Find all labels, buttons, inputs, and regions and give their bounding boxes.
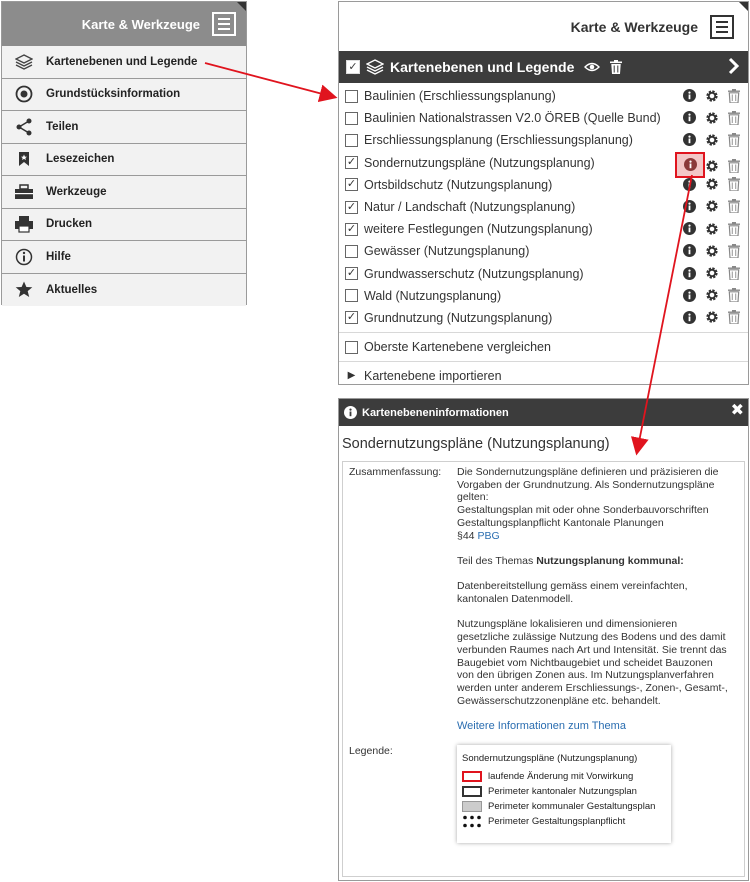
layer-info-content xyxy=(342,461,745,877)
layer-checkbox[interactable]: ✓ xyxy=(346,200,357,213)
printer-icon xyxy=(2,215,46,233)
menu-item-label: Kartenebenen und Legende xyxy=(46,55,198,68)
layer-info-panel xyxy=(338,398,749,881)
trash-icon[interactable] xyxy=(725,265,742,282)
layer-row xyxy=(339,263,748,285)
layer-label: Ortsbildschutz (Nutzungsplanung) xyxy=(364,177,553,192)
legend-entry xyxy=(462,799,666,814)
info-icon xyxy=(344,406,357,419)
red-outline-swatch xyxy=(462,771,482,782)
gear-icon[interactable] xyxy=(703,265,720,282)
layer-row xyxy=(339,307,748,329)
layer-checkbox[interactable] xyxy=(345,245,358,258)
menu-item-share[interactable] xyxy=(2,111,246,144)
left-menu-title: Karte & Werkzeuge xyxy=(81,16,200,32)
layers-panel xyxy=(338,1,749,385)
layer-actions xyxy=(681,242,742,259)
menu-item-label: Hilfe xyxy=(46,250,71,263)
layer-actions xyxy=(681,220,742,237)
paragraph-line: §44 PBG xyxy=(457,529,500,542)
dotted-swatch xyxy=(462,815,482,828)
layer-actions xyxy=(681,109,742,126)
menu-item-layers[interactable] xyxy=(2,46,246,79)
layer-label: Sondernutzungspläne (Nutzungsplanung) xyxy=(364,155,595,170)
info-icon[interactable] xyxy=(681,242,698,259)
summary-line: Gestaltungsplanpflicht Kantonale Planungen xyxy=(457,516,664,529)
layer-list xyxy=(339,83,748,329)
summary-line: Vorgaben der Grundnutzung. Als Sondernutzungspläne xyxy=(457,478,715,491)
menu-toggle-button[interactable] xyxy=(212,12,236,36)
layer-row xyxy=(339,218,748,240)
gear-icon[interactable] xyxy=(703,87,720,104)
layer-checkbox[interactable]: ✓ xyxy=(346,178,357,191)
compare-layer-row[interactable] xyxy=(339,333,748,361)
menu-item-news[interactable] xyxy=(2,274,246,307)
menu-item-bookmarks[interactable] xyxy=(2,144,246,177)
body-line: Baugebiet vom Nichtbaugebiet und scheidet Bauzonen xyxy=(457,656,713,669)
trash-icon[interactable] xyxy=(725,87,742,104)
body-line: Nutzungspläne lokalisieren und dimensionieren xyxy=(457,618,678,631)
layer-checkbox[interactable]: ✓ xyxy=(346,267,357,280)
layer-row xyxy=(339,240,748,262)
import-layer-row[interactable] xyxy=(339,361,748,389)
layer-actions xyxy=(681,265,742,282)
layer-label: Grundwasserschutz (Nutzungsplanung) xyxy=(364,266,584,281)
menu-item-label: Aktuelles xyxy=(46,283,98,296)
layer-actions xyxy=(681,176,742,193)
left-menu-header xyxy=(2,2,246,46)
layer-actions xyxy=(681,131,742,148)
bookmark-icon xyxy=(2,151,46,167)
legend-entry xyxy=(462,784,666,799)
layer-checkbox[interactable] xyxy=(345,134,358,147)
theme-name: Nutzungsplanung kommunal: xyxy=(536,554,684,567)
layer-info-title: Sondernutzungspläne (Nutzungsplanung) xyxy=(342,436,610,452)
data-line: kantonalen Datenmodell. xyxy=(457,593,574,605)
theme-line: Teil des Themas Nutzungsplanung kommunal: xyxy=(457,554,684,567)
layer-label: Erschliessungsplanung (Erschliessungsplanung) xyxy=(364,133,633,148)
summary-line: gelten: xyxy=(457,491,489,504)
legend-entry-label: Perimeter kommunaler Gestaltungsplan xyxy=(488,801,656,812)
left-menu xyxy=(1,1,247,305)
gear-icon[interactable] xyxy=(703,131,720,148)
close-icon[interactable]: ✖ xyxy=(730,402,744,419)
info-icon[interactable] xyxy=(681,176,698,193)
trash-icon[interactable] xyxy=(725,176,742,193)
info-icon[interactable] xyxy=(681,287,698,304)
legend-entry xyxy=(462,769,666,784)
legend-label: Legende: xyxy=(349,745,393,757)
legend-entry-label: Perimeter kantonaler Nutzungsplan xyxy=(488,786,637,797)
layers-icon xyxy=(366,59,384,75)
layer-row xyxy=(339,152,748,174)
toolbox-icon xyxy=(2,184,46,200)
body-line: verbunden Raumes nach Art und Intensität. Sie trennt das xyxy=(457,643,727,656)
panel-title: Karte & Werkzeuge xyxy=(570,18,698,35)
layer-checkbox[interactable]: ✓ xyxy=(346,222,357,235)
gear-icon[interactable] xyxy=(703,220,720,237)
layer-actions xyxy=(681,309,742,326)
info-icon[interactable] xyxy=(681,131,698,148)
layer-actions xyxy=(681,87,742,104)
gear-icon[interactable] xyxy=(703,242,720,259)
body-line: gesetzliche zulässige Nutzung des Bodens und des damit xyxy=(457,631,726,644)
data-line: Datenbereitstellung gemäss einem vereinfachten, xyxy=(457,580,688,593)
eye-icon[interactable] xyxy=(584,61,600,73)
body-line: Gewässerschutzzonenpläne etc. behandelt. xyxy=(457,694,661,707)
info-icon xyxy=(2,248,46,266)
layer-row xyxy=(339,129,748,151)
legend-title: Sondernutzungspläne (Nutzungsplanung) xyxy=(462,753,638,764)
layer-label: Wald (Nutzungsplanung) xyxy=(364,288,502,303)
menu-item-label: Drucken xyxy=(46,218,93,231)
gear-icon[interactable] xyxy=(703,287,720,304)
summary-label: Zusammenfassung: xyxy=(349,466,442,478)
menu-toggle-button[interactable] xyxy=(710,15,734,39)
layer-actions xyxy=(681,198,742,215)
menu-item-parcel-info[interactable] xyxy=(2,79,246,112)
summary-line: Gestaltungsplan mit oder ohne Sonderbauvorschriften xyxy=(457,504,709,517)
summary-text xyxy=(457,466,747,733)
black-outline-swatch xyxy=(462,786,482,797)
star-icon xyxy=(2,281,46,298)
corner-marker xyxy=(237,2,246,11)
trash-icon[interactable] xyxy=(725,220,742,237)
menu-item-label: Teilen xyxy=(46,120,79,133)
panel-header xyxy=(339,2,748,51)
menu-item-print[interactable] xyxy=(2,209,246,242)
info-icon[interactable] xyxy=(681,87,698,104)
layer-row xyxy=(339,174,748,196)
corner-marker xyxy=(739,2,748,11)
legend-entry xyxy=(462,814,666,829)
trash-icon[interactable] xyxy=(725,109,742,126)
menu-item-label: Grundstücksinformation xyxy=(46,88,181,101)
chevron-right-icon[interactable] xyxy=(728,57,740,78)
legend-entry-label: laufende Änderung mit Vorwirkung xyxy=(488,771,634,782)
layers-bar xyxy=(339,51,748,83)
gear-icon[interactable] xyxy=(703,309,720,326)
trash-icon[interactable] xyxy=(725,309,742,326)
layer-row xyxy=(339,107,748,129)
menu-item-tools[interactable] xyxy=(2,176,246,209)
target-icon xyxy=(2,85,46,103)
pbg-link[interactable]: PBG xyxy=(477,529,500,542)
menu-item-help[interactable] xyxy=(2,241,246,274)
info-panel-header-title: Kartenebeneninformationen xyxy=(362,406,509,419)
layers-icon xyxy=(2,54,46,70)
info-icon[interactable] xyxy=(681,198,698,215)
share-icon xyxy=(2,118,46,136)
layer-checkbox[interactable] xyxy=(345,289,358,302)
layers-bar-title: Kartenebenen und Legende xyxy=(390,59,575,75)
layer-row xyxy=(339,196,748,218)
layer-label: Baulinien (Erschliessungsplanung) xyxy=(364,89,556,104)
grey-fill-swatch xyxy=(462,801,482,812)
gear-icon[interactable] xyxy=(703,198,720,215)
layer-checkbox[interactable]: ✓ xyxy=(346,156,357,169)
layer-row xyxy=(339,85,748,107)
legend-entry-label: Perimeter Gestaltungsplanpflicht xyxy=(488,816,626,827)
triangle-right-icon: ▶ xyxy=(347,370,356,382)
compare-label: Oberste Kartenebene vergleichen xyxy=(364,340,551,355)
trash-icon[interactable] xyxy=(610,60,622,74)
trash-icon[interactable] xyxy=(725,198,742,215)
import-label: Kartenebene importieren xyxy=(364,368,502,383)
layer-label: weitere Festlegungen (Nutzungsplanung) xyxy=(364,222,593,237)
info-icon[interactable] xyxy=(681,109,698,126)
trash-icon[interactable] xyxy=(725,287,742,304)
info-icon[interactable] xyxy=(681,265,698,282)
layer-label: Baulinien Nationalstrassen V2.0 ÖREB (Quelle Bund) xyxy=(364,111,661,126)
layer-checkbox[interactable]: ✓ xyxy=(346,311,357,324)
more-info-link[interactable]: Weitere Informationen zum Thema xyxy=(457,720,626,732)
summary-line: Die Sondernutzungspläne definieren und präzisieren die xyxy=(457,466,719,478)
layer-label: Gewässer (Nutzungsplanung) xyxy=(364,244,530,259)
layer-label: Grundnutzung (Nutzungsplanung) xyxy=(364,310,553,325)
compare-checkbox[interactable] xyxy=(345,341,358,354)
trash-icon[interactable] xyxy=(725,242,742,259)
info-icon[interactable] xyxy=(681,309,698,326)
gear-icon[interactable] xyxy=(703,157,720,174)
trash-icon[interactable] xyxy=(725,131,742,148)
gear-icon[interactable] xyxy=(703,176,720,193)
layers-master-checkbox[interactable]: ✓ xyxy=(346,60,360,74)
layer-actions xyxy=(681,287,742,304)
body-line: werden unter anderem Erschliessungs-, Zonen-, Gesamt-, xyxy=(457,681,728,694)
trash-icon[interactable] xyxy=(725,157,742,174)
layer-row xyxy=(339,285,748,307)
gear-icon[interactable] xyxy=(703,109,720,126)
layer-label: Natur / Landschaft (Nutzungsplanung) xyxy=(364,200,576,215)
info-panel-header xyxy=(339,399,748,426)
layer-checkbox[interactable] xyxy=(345,112,358,125)
info-icon[interactable] xyxy=(681,220,698,237)
menu-item-label: Werkzeuge xyxy=(46,185,107,198)
body-line: von den übrigen Zonen aus. Im Nutzungsplanverfahren xyxy=(457,669,714,682)
menu-item-label: Lesezeichen xyxy=(46,153,115,166)
layer-checkbox[interactable] xyxy=(345,90,358,103)
legend-box xyxy=(457,745,671,843)
